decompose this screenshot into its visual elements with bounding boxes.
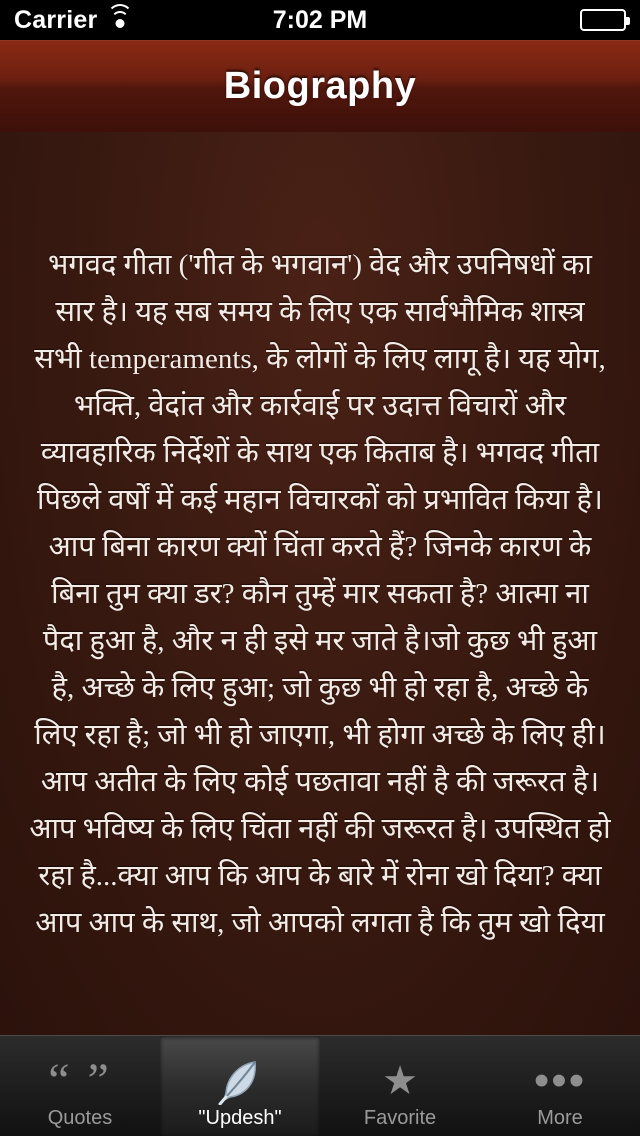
page-title: Biography xyxy=(223,64,417,107)
status-bar-left xyxy=(14,6,133,35)
navigation-bar xyxy=(0,40,640,133)
status-bar-right xyxy=(580,9,626,31)
tab-quotes[interactable] xyxy=(0,1036,160,1136)
ellipsis-icon: ••• xyxy=(533,1055,587,1105)
tab-favorite-label: Favorite xyxy=(363,1107,437,1129)
tab-updesh[interactable] xyxy=(160,1036,320,1136)
content-scroll-area[interactable] xyxy=(0,132,640,1036)
tab-updesh-label: "Updesh" xyxy=(198,1107,282,1129)
star-icon: ★ xyxy=(382,1059,418,1103)
carrier-label: Carrier xyxy=(14,5,98,34)
wifi-icon xyxy=(107,10,133,30)
tab-quotes-label: Quotes xyxy=(47,1107,113,1129)
status-bar-time: 7:02 PM xyxy=(272,5,368,34)
quote-marks-icon: “ ” xyxy=(48,1053,112,1107)
tab-favorite[interactable] xyxy=(320,1036,480,1136)
battery-icon xyxy=(580,9,626,31)
feather-pen-icon xyxy=(217,1056,263,1106)
biography-text: भगवद गीता ('गीत के भगवान') वेद और उपनिषधों का सार है। यह सब समय के लिए एक सार्वभौमिक शास्त्र सभी temperaments, के लोगों के लिए लागू है। यह योग, भक्ति, वेदांत और कार्रवाई पर उदात्त विचारों और व्यावहारिक निर्देशों के साथ एक किताब है। भगवद गीता पिछले वर्षों में कई महान विचारकों को प्रभावित किया है। आप बिना कारण क्यों चिंता करते हैं? जिनके कारण के बिना तुम क्या डर? कौन तुम्हें मार सकता है? आत्मा ना पैदा हुआ है, और न ही इसे मर जाते है।जो कुछ भी हुआ है, अच्छे के लिए हुआ; जो कुछ भी हो रहा है, अच्छे के लिए रहा है; जो भी हो जाएगा, भी होगा अच्छे के लिए ही। आप अतीत के लिए कोई पछतावा नहीं है की जरूरत है। आप भविष्य के लिए चिंता नहीं की जरूरत है। उपस्थित हो रहा है...क्या आप कि आप के बारे में रोना खो दिया? क्या आप आप के साथ, जो आपको लगता है कि तुम खो दिया xyxy=(29,249,611,939)
tab-bar xyxy=(0,1035,640,1136)
status-bar xyxy=(0,0,640,40)
tab-more-label: More xyxy=(537,1107,583,1129)
tab-more[interactable] xyxy=(480,1036,640,1136)
